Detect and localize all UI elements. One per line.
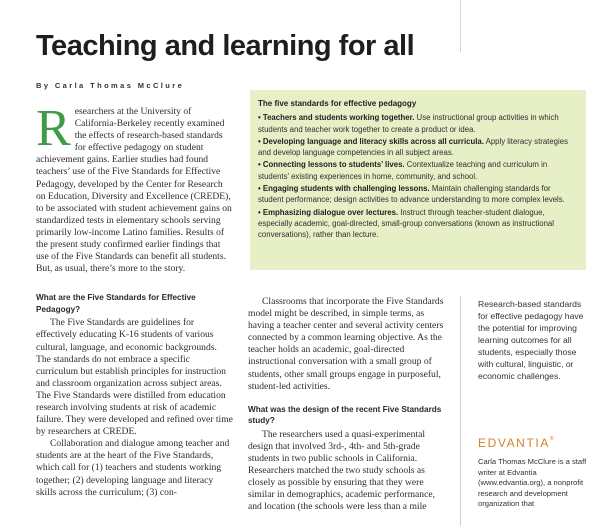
box-item-text: Apply literacy strategies and develop language competencies in all subject areas. (258, 136, 568, 158)
subhead-five-standards: What are the Five Standards for Effective Pedagogy? (36, 293, 196, 314)
edvantia-logo (478, 436, 554, 450)
article-title: Teaching and learning for all (36, 30, 415, 62)
drop-cap: R (36, 100, 71, 157)
five-standards-box (250, 90, 586, 270)
byline: By Carla Thomas McClure (36, 81, 185, 90)
box-item-lead: • Teachers and students working together. (258, 113, 415, 123)
column-left (36, 100, 234, 499)
box-item-text: Maintain challenging standards for student performance; design activities to advance understanding to more complex levels. (258, 184, 565, 205)
box-item-text: Contextualize teaching and curriculum in students’ existing experiences in home, community, and school. (258, 160, 548, 181)
intro-text: esearchers at the University of California-Berkeley recently examined the effects of research-based standards for effective pedagogy on student achievement gains. Earlier studies had found teachers’ use of the Five Standards for Effective Pedagogy, developed by the Center for Research on Education, Diversity and Excellence (CREDE), to be associated with student achievement gains on standardized tests in elementary schools serving primarily low-income Latino families. Results of the present study confirmed earlier findings that use of the Five Standards can benefit all students. But, as usual, there’s more to the story. (36, 106, 232, 275)
body-paragraph: Collaboration and dialogue among teacher and students are at the heart of the Five Standards, which call for (1) teachers and students working together; (2) developing language and literacy skills across the curriculum; (3) con- (36, 438, 230, 498)
box-item-lead: • Connecting lessons to students’ lives. (258, 160, 405, 170)
box-item (258, 207, 578, 241)
body-paragraph: The researchers used a quasi-experimental design that involved 3rd-, 4th- and 5th-grade students in two public schools in California. Researchers matched the two study schools as closely as possible by ensuring that they were similar in demographics, academic performance, and location (the schools were less than a mile (248, 428, 435, 513)
box-item (258, 159, 578, 182)
body-paragraph: Classrooms that incorporate the Five Standards model might be described, in simple terms, as having a teacher center and several activity centers connected by a common learning objective. As the teacher holds an academic, goal-directed instructional conversation with a small group of students, other small groups engage in purposeful, student-led activities. (248, 296, 444, 392)
box-item-lead: • Emphasizing dialogue over lectures. (258, 207, 399, 217)
author-bio: Carla Thomas McClure is a staff writer at Edvantia (www.edvantia.org), a nonprofit research and development organization that (478, 457, 587, 509)
sidebar-rule (460, 296, 461, 526)
pull-quote: Research-based standards for effective pedagogy have the potential for improving learning outcomes for all students, especially those with cultural, linguistic, or economic challenges. (478, 299, 584, 381)
body-paragraph: The Five Standards are guidelines for effectively educating K-16 students of various cultural, language, and economic backgrounds. The standards do not embrace a specific curriculum but establish principles for instruction and classroom organization across subject areas. The Five Standards were distilled from education research involving students at risk of academic failure. They were developed and refined over time by researchers at CREDE. (36, 317, 233, 438)
box-item-text: Use instructional group activities in which students and teacher work together to create a product or idea. (258, 113, 559, 134)
column-middle (248, 296, 444, 513)
box-title: The five standards for effective pedagogy (258, 99, 417, 108)
logo-text: EDVANTIA (478, 436, 550, 450)
box-item (258, 136, 578, 159)
subhead-study-design: What was the design of the recent Five Standards study? (248, 404, 442, 426)
box-item-text: Instruct through teacher-student dialogue, especially academic, goal-directed, small-group conversations (known as instructional conversations), rather than lecture. (258, 207, 554, 240)
box-item-lead: • Developing language and literacy skills across all curricula. (258, 136, 484, 146)
registered-mark: ® (549, 436, 554, 442)
box-item (258, 183, 578, 206)
intro-paragraph (36, 100, 234, 275)
box-item-lead: • Engaging students with challenging lessons. (258, 184, 430, 194)
top-column-rule (460, 0, 461, 52)
box-item (258, 112, 578, 135)
